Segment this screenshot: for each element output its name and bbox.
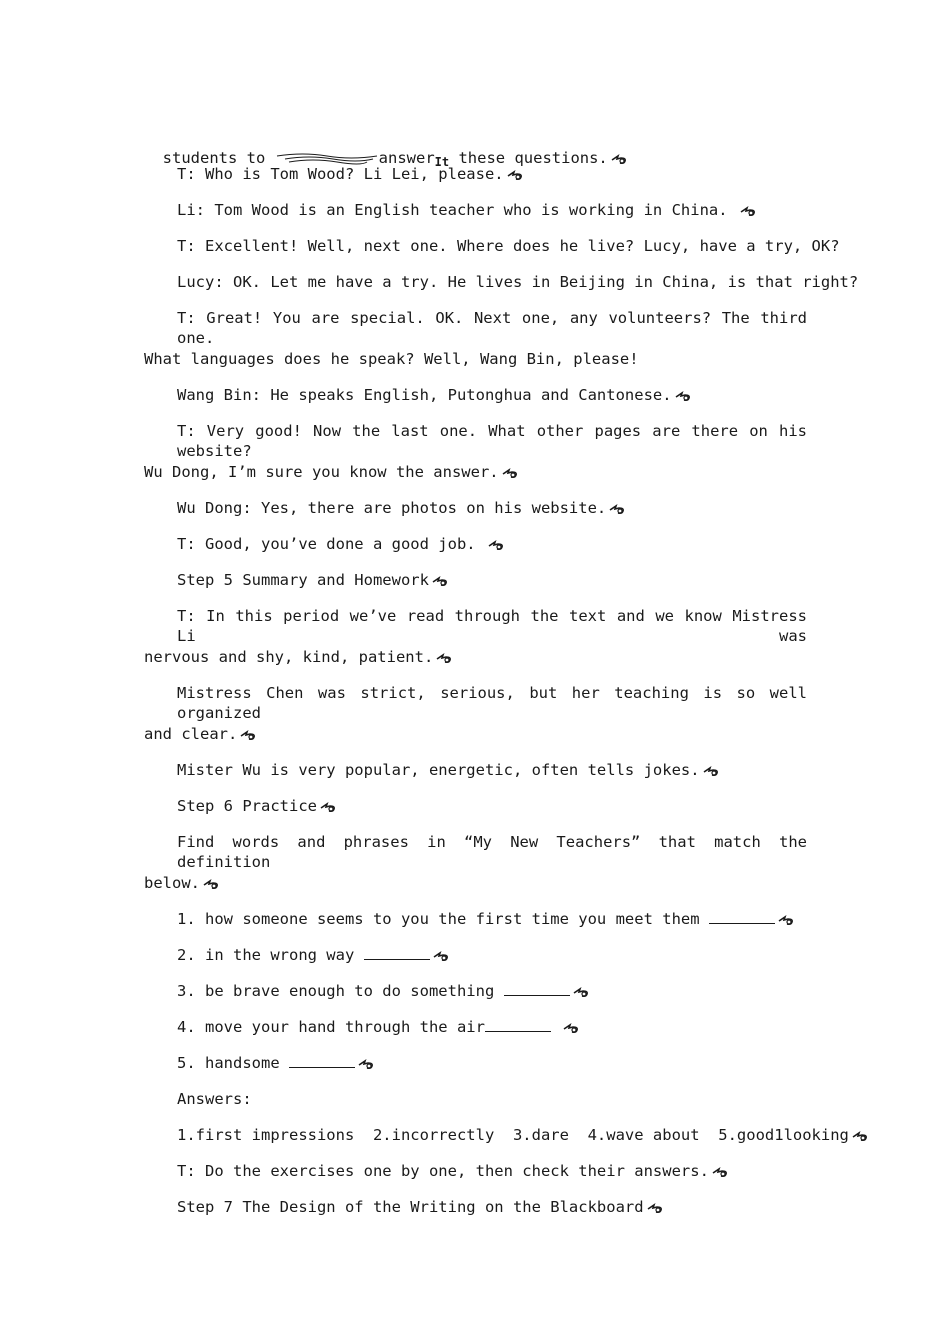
return-arrow-mark-icon — [431, 575, 449, 587]
text-segment: t — [441, 155, 450, 169]
answer-blank[interactable] — [485, 1017, 551, 1032]
return-arrow-mark-icon — [702, 765, 720, 777]
text-line — [177, 760, 720, 780]
text-segment: Step 6 Practice — [177, 797, 317, 815]
section-heading — [177, 570, 449, 590]
text-line — [177, 385, 692, 405]
text-line — [177, 1161, 729, 1181]
text-segment: Wu Dong: Yes, there are photos on his website. — [177, 499, 607, 517]
return-arrow-mark-icon — [711, 1166, 729, 1178]
text-line — [144, 647, 453, 667]
text-segment: 5. handsome — [177, 1054, 289, 1072]
return-arrow-mark-icon — [239, 729, 257, 741]
return-arrow-mark-icon — [357, 1058, 375, 1070]
text-line — [144, 873, 220, 893]
answer-blank[interactable] — [289, 1053, 355, 1068]
text-line — [177, 164, 524, 184]
return-arrow-mark-icon — [610, 153, 628, 165]
text-segment: Li: Tom Wood is an English teacher who is working in China. — [177, 201, 737, 219]
return-arrow-mark-icon — [851, 1130, 869, 1142]
text-segment: T: Who is Tom Wood? Li Lei, please. — [177, 165, 504, 183]
text-line — [177, 534, 505, 554]
return-arrow-mark-icon — [777, 914, 795, 926]
text-segment: nervous and shy, kind, patient. — [144, 648, 434, 666]
return-arrow-mark-icon — [739, 205, 757, 217]
text-segment: 3. be brave enough to do something — [177, 982, 504, 1000]
text-line: T: Very good! Now the last one. What other pages are there on his website? — [177, 422, 807, 460]
text-segment: 4. move your hand through the air — [177, 1018, 485, 1036]
text-segment: 1.first impressions 2.incorrectly 3.dare 4.wave about 5.good1looking — [177, 1126, 849, 1144]
answer-blank[interactable] — [709, 909, 775, 924]
answers-label: Answers: — [177, 1090, 252, 1108]
text-segment: and clear. — [144, 725, 238, 743]
answer-blank[interactable] — [364, 945, 430, 960]
return-arrow-mark-icon — [608, 503, 626, 515]
text-segment: these questions. — [449, 149, 608, 167]
return-arrow-mark-icon — [435, 652, 453, 664]
exercise-item — [177, 945, 450, 965]
text-segment: Wang Bin: He speaks English, Putonghua and Cantonese. — [177, 386, 672, 404]
text-segment: Step 5 Summary and Homework — [177, 571, 429, 589]
return-arrow-mark-icon — [572, 986, 590, 998]
exercise-item — [177, 981, 590, 1001]
text-segment: 1. how someone seems to you the first time you meet them — [177, 910, 709, 928]
exercise-item — [177, 1053, 375, 1073]
text-segment: T: Do the exercises one by one, then check their answers. — [177, 1162, 709, 1180]
text-segment: below. — [144, 874, 200, 892]
text-segment: Wu Dong, I’m sure you know the answer. — [144, 463, 499, 481]
text-line: Lucy: OK. Let me have a try. He lives in Beijing in China, is that right? — [177, 273, 859, 291]
text-segment: students to — [162, 149, 275, 167]
text-line: What languages does he speak? Well, Wang Bin, please! — [144, 350, 639, 368]
text-line — [144, 724, 257, 744]
return-arrow-mark-icon — [646, 1202, 664, 1214]
exercise-item — [177, 909, 795, 929]
text-line — [144, 462, 519, 482]
return-arrow-mark-icon — [506, 169, 524, 181]
section-heading — [177, 1197, 664, 1217]
return-arrow-mark-icon — [432, 950, 450, 962]
text-line: Mistress Chen was strict, serious, but her teaching is so well organized — [177, 684, 807, 722]
text-line: T: Excellent! Well, next one. Where does he live? Lucy, have a try, OK? — [177, 237, 840, 255]
return-arrow-mark-icon — [487, 539, 505, 551]
text-line: Find words and phrases in “My New Teachers” that match the definition — [177, 833, 807, 871]
return-arrow-mark-icon — [202, 878, 220, 890]
return-arrow-mark-icon — [501, 467, 519, 479]
return-arrow-mark-icon — [674, 390, 692, 402]
exercise-item — [177, 1017, 580, 1037]
text-segment: answer — [378, 149, 435, 167]
return-arrow-mark-icon — [562, 1022, 580, 1034]
answers-line — [177, 1125, 869, 1145]
text-segment: 2. in the wrong way — [177, 946, 364, 964]
text-line: T: Great! You are special. OK. Next one, any volunteers? The third one. — [177, 309, 807, 347]
text-segment: Step 7 The Design of the Writing on the Blackboard — [177, 1198, 644, 1216]
answer-blank[interactable] — [504, 981, 570, 996]
section-heading — [177, 796, 337, 816]
text-segment: I — [434, 155, 442, 169]
text-line: T: In this period we’ve read through the text and we know Mistress Li was — [177, 607, 807, 645]
text-line — [177, 498, 626, 518]
text-segment: T: Good, you’ve done a good job. — [177, 535, 485, 553]
text-line — [177, 200, 757, 220]
text-segment: Mister Wu is very popular, energetic, often tells jokes. — [177, 761, 700, 779]
return-arrow-mark-icon — [319, 801, 337, 813]
